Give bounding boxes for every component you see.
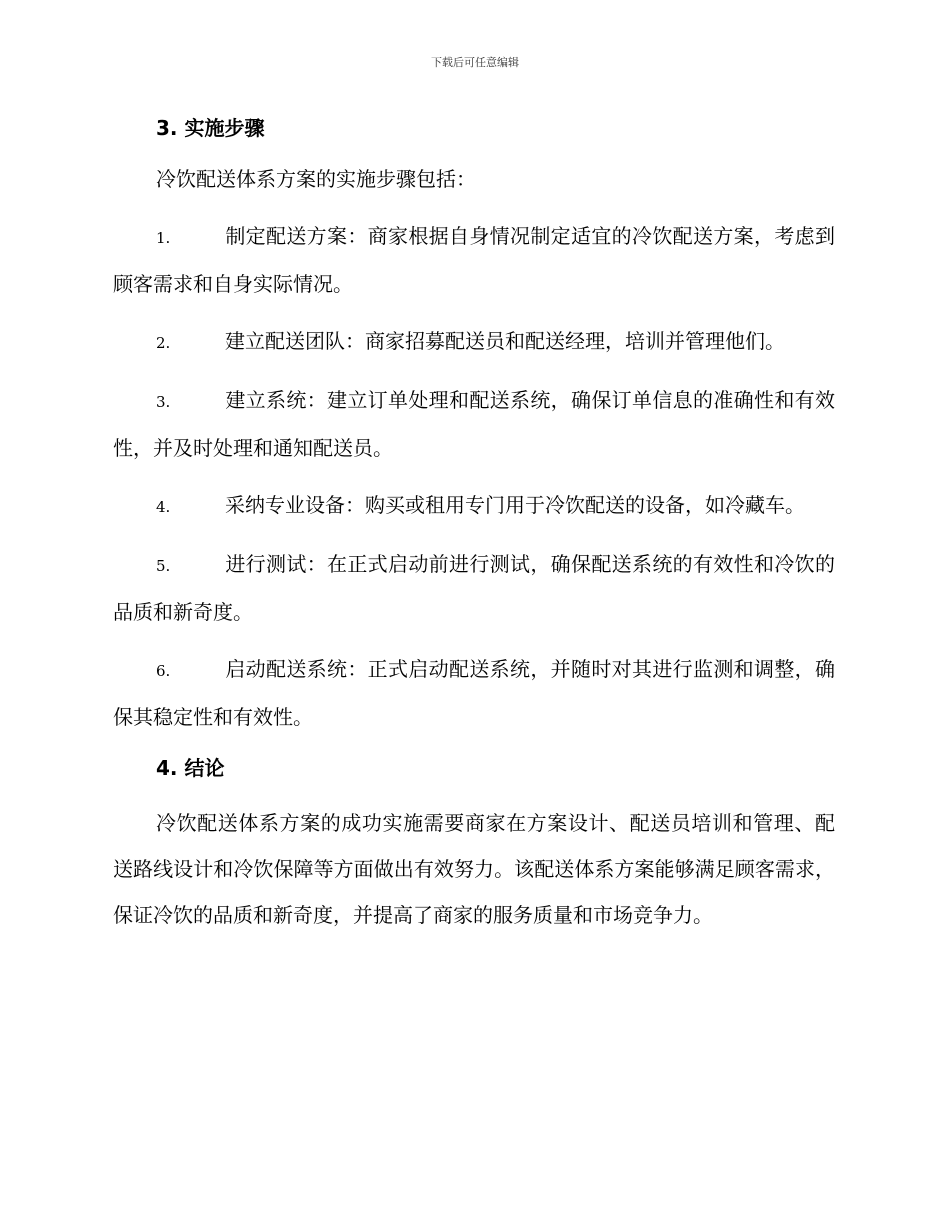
- step-item-6: [113, 635, 835, 740]
- step-text-5: 进行测试：在正式启动前进行测试，确保配送系统的有效性和冷饮的品质和新奇度。: [113, 552, 835, 624]
- step-number-5: 5.: [156, 557, 171, 575]
- step-number-2: 2.: [156, 334, 171, 352]
- section-3-heading: 3. 实施步骤: [156, 116, 265, 140]
- step-number-6: 6.: [156, 662, 171, 680]
- section-4-paragraph: 冷饮配送体系方案的成功实施需要商家在方案设计、配送员培训和管理、配送路线设计和冷饮保障等方面做出有效努力。该配送体系方案能够满足顾客需求，保证冷饮的品质和新奇度，并提高了商家的服务质量和市场竞争力。: [113, 811, 835, 927]
- step-item-3: [113, 366, 835, 471]
- document-body: [113, 112, 835, 938]
- step-text-3: 建立系统：建立订单处理和配送系统，确保订单信息的准确性和有效性，并及时处理和通知配送员。: [113, 388, 835, 460]
- step-item-4: [113, 471, 835, 530]
- section-4-heading: 4. 结论: [156, 756, 225, 780]
- section-3-intro: 冷饮配送体系方案的实施步骤包括：: [156, 167, 476, 191]
- step-number-1: 1.: [156, 229, 171, 247]
- step-text-1: 制定配送方案：商家根据自身情况制定适宜的冷饮配送方案，考虑到顾客需求和自身实际情况。: [113, 224, 835, 296]
- step-text-4: 采纳专业设备：购买或租用专门用于冷饮配送的设备，如冷藏车。: [225, 493, 805, 517]
- step-item-2: [113, 307, 835, 366]
- step-number-4: 4.: [156, 498, 171, 516]
- page-header-note: 下载后可任意编辑: [431, 56, 519, 69]
- step-text-6: 启动配送系统：正式启动配送系统，并随时对其进行监测和调整，确保其稳定性和有效性。: [113, 657, 835, 729]
- step-text-2: 建立配送团队：商家招募配送员和配送经理，培训并管理他们。: [225, 329, 785, 353]
- step-item-1: [113, 202, 835, 307]
- step-item-5: [113, 530, 835, 635]
- step-number-3: 3.: [156, 393, 171, 411]
